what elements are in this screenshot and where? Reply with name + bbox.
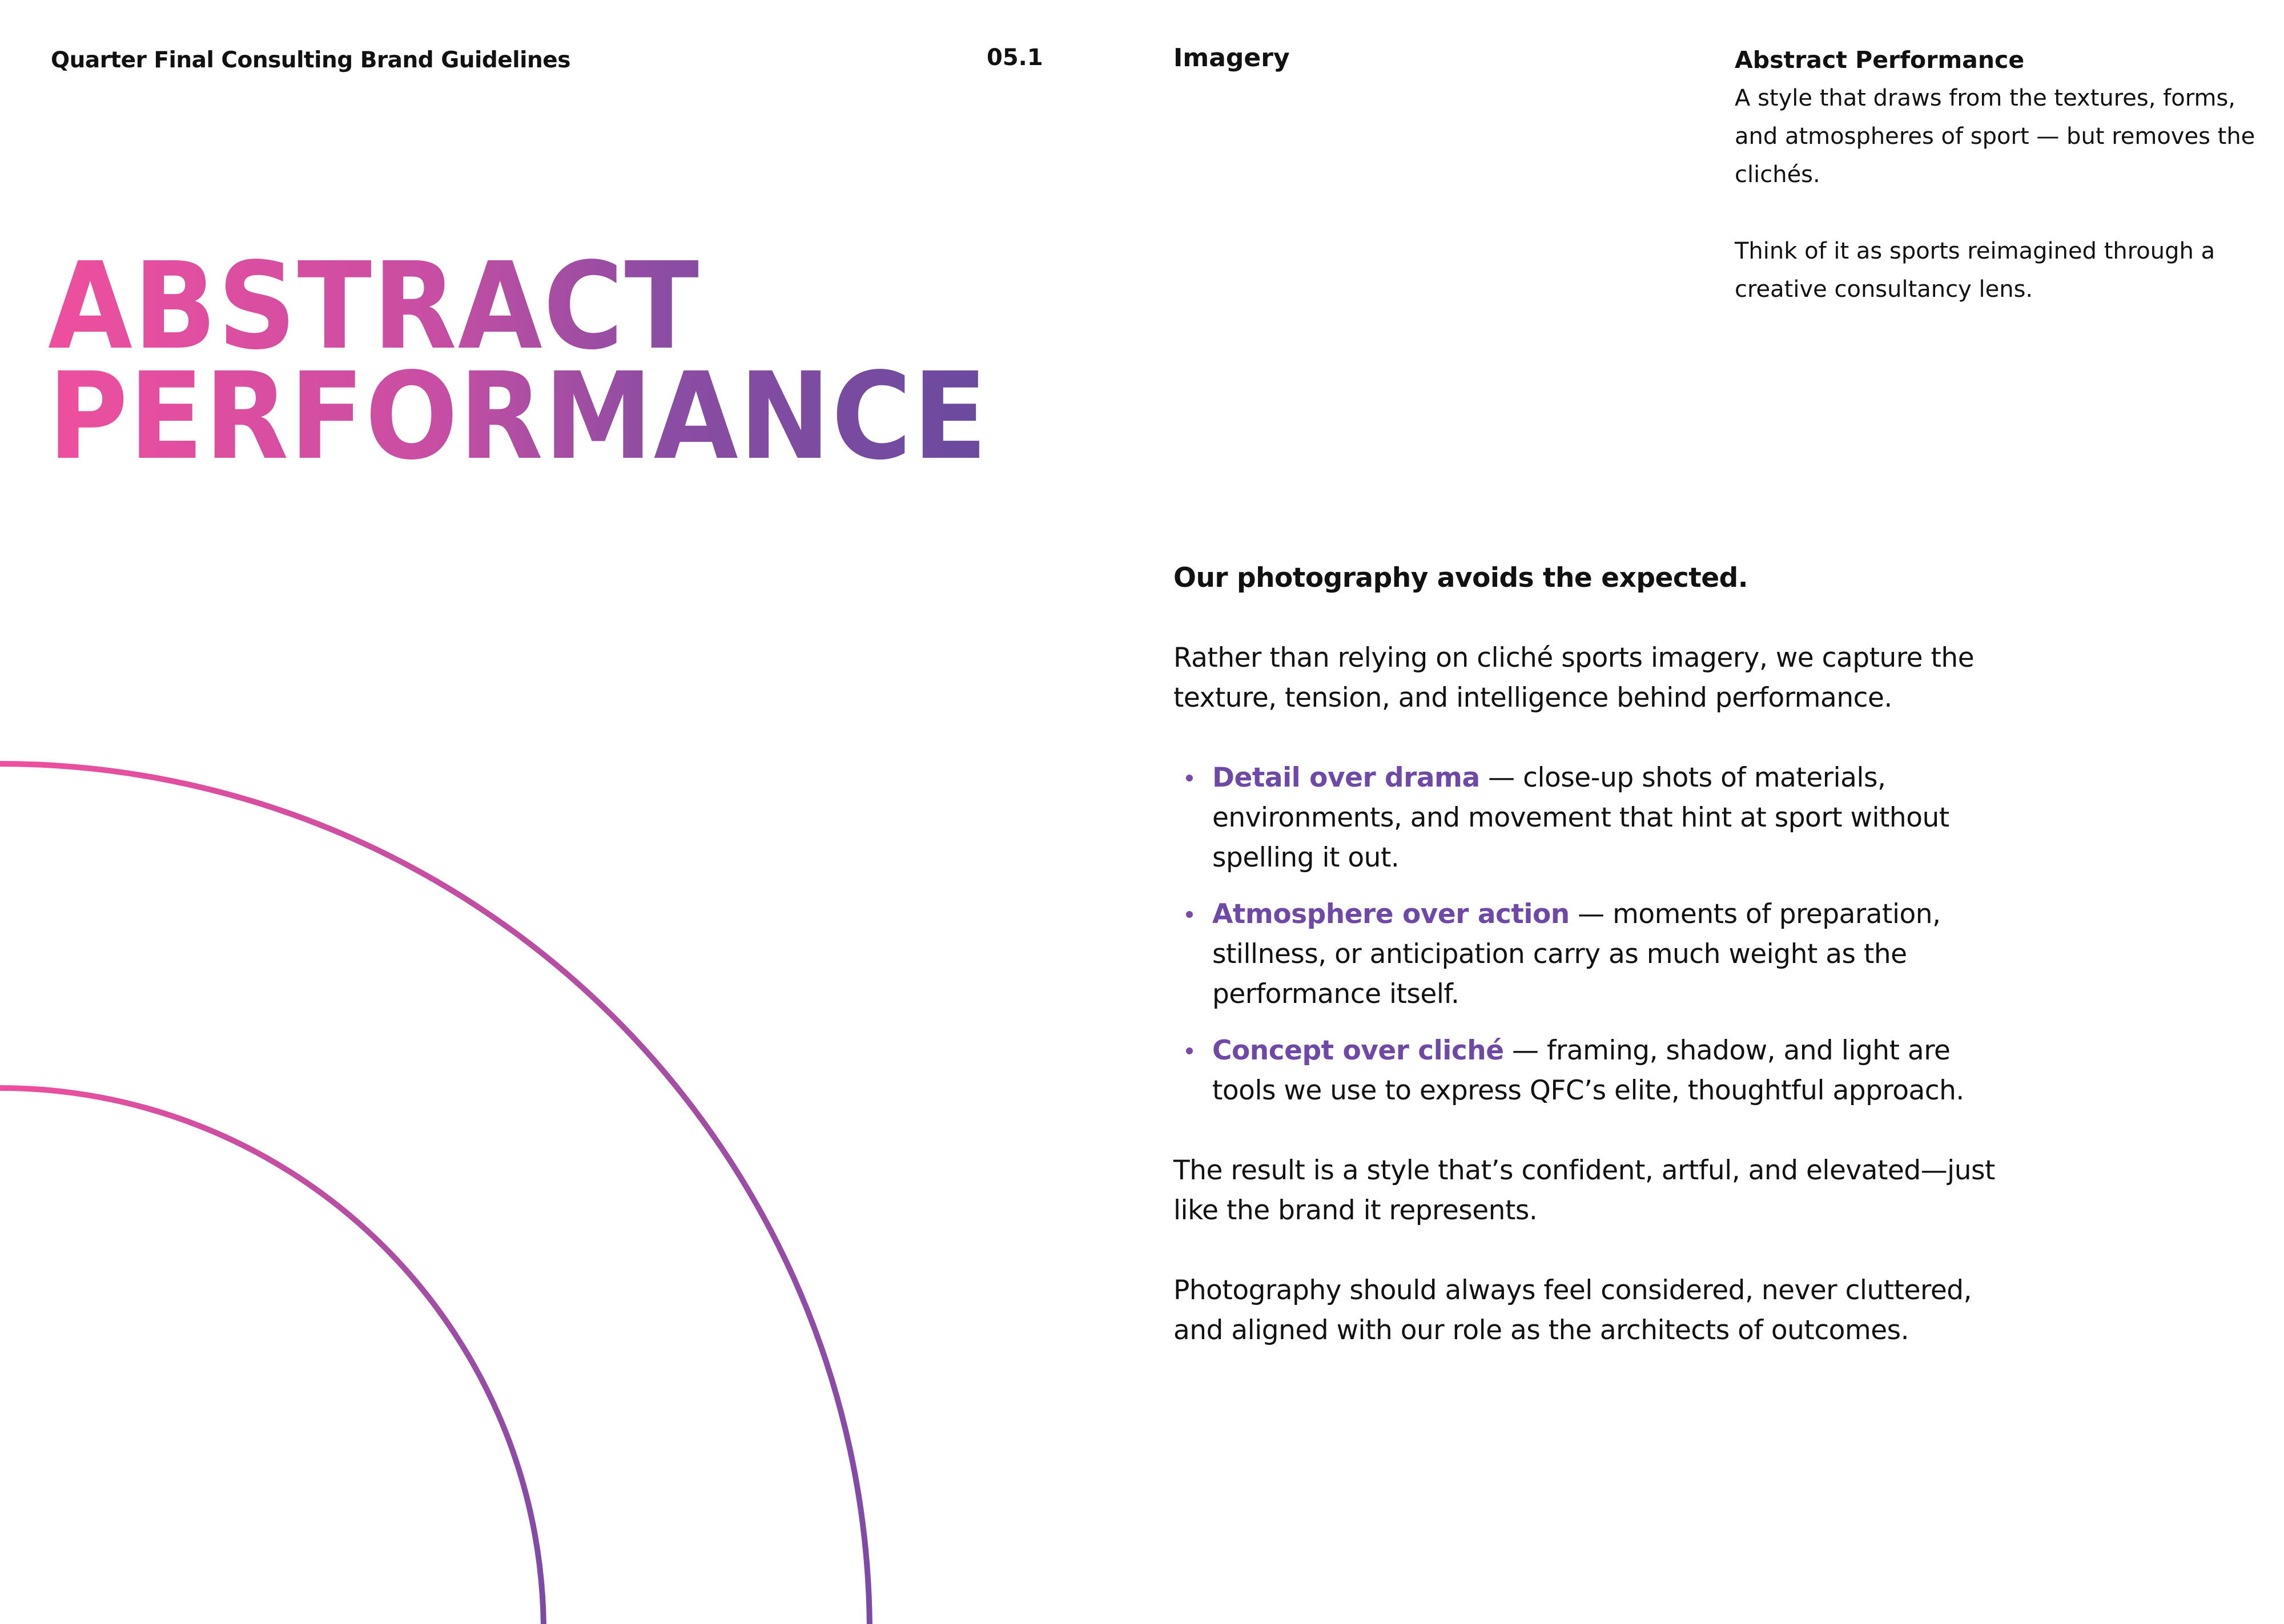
bullet-text: — moments of preparation, stillness, or anticipation carry as much weight as the performance itself. bbox=[1212, 898, 1941, 1010]
body-copy bbox=[1173, 558, 1996, 1351]
bullet-icon bbox=[1186, 1047, 1193, 1054]
list-item bbox=[1173, 758, 1996, 878]
hero-title-line: ABSTRACT bbox=[48, 236, 700, 376]
outer-arc bbox=[0, 764, 870, 1624]
body-closing: Photography should always feel considered, never cluttered, and aligned with our role as the architects of outcomes. bbox=[1173, 1275, 1972, 1346]
body-intro: Rather than relying on cliché sports imagery, we capture the texture, tension, and intelligence behind performance. bbox=[1173, 642, 1975, 714]
bullet-term: Atmosphere over action bbox=[1212, 898, 1570, 930]
body-result: The result is a style that’s confident, artful, and elevated—just like the brand it represents. bbox=[1173, 1155, 1995, 1226]
side-note-paragraph: A style that draws from the textures, forms, and atmospheres of sport — but removes the clichés. bbox=[1735, 85, 2255, 188]
list-item bbox=[1173, 894, 1996, 1014]
hero-title-line: PERFORMANCE bbox=[48, 346, 988, 486]
body-lede: Our photography avoids the expected. bbox=[1173, 562, 1748, 594]
bullet-term: Detail over drama bbox=[1212, 762, 1480, 793]
document-title: Quarter Final Consulting Brand Guidelines bbox=[51, 47, 570, 73]
bullet-text: — framing, shadow, and light are tools we use to express QFC’s elite, thoughtful approach. bbox=[1212, 1035, 1964, 1106]
section-number: 05.1 bbox=[987, 45, 1043, 71]
bullet-icon bbox=[1186, 775, 1193, 781]
section-name: Imagery bbox=[1173, 43, 1290, 72]
list-item bbox=[1173, 1031, 1996, 1111]
side-note-heading: Abstract Performance bbox=[1735, 46, 2025, 74]
bullet-icon bbox=[1186, 911, 1193, 918]
bullet-term: Concept over cliché bbox=[1212, 1035, 1504, 1066]
side-note-paragraph: Think of it as sports reimagined through a creative consultancy lens. bbox=[1735, 238, 2215, 303]
principles-list bbox=[1173, 758, 1996, 1111]
inner-arc bbox=[0, 1088, 544, 1624]
bullet-text: — close-up shots of materials, environments, and movement that hint at sport without spelling it out. bbox=[1212, 762, 1949, 873]
